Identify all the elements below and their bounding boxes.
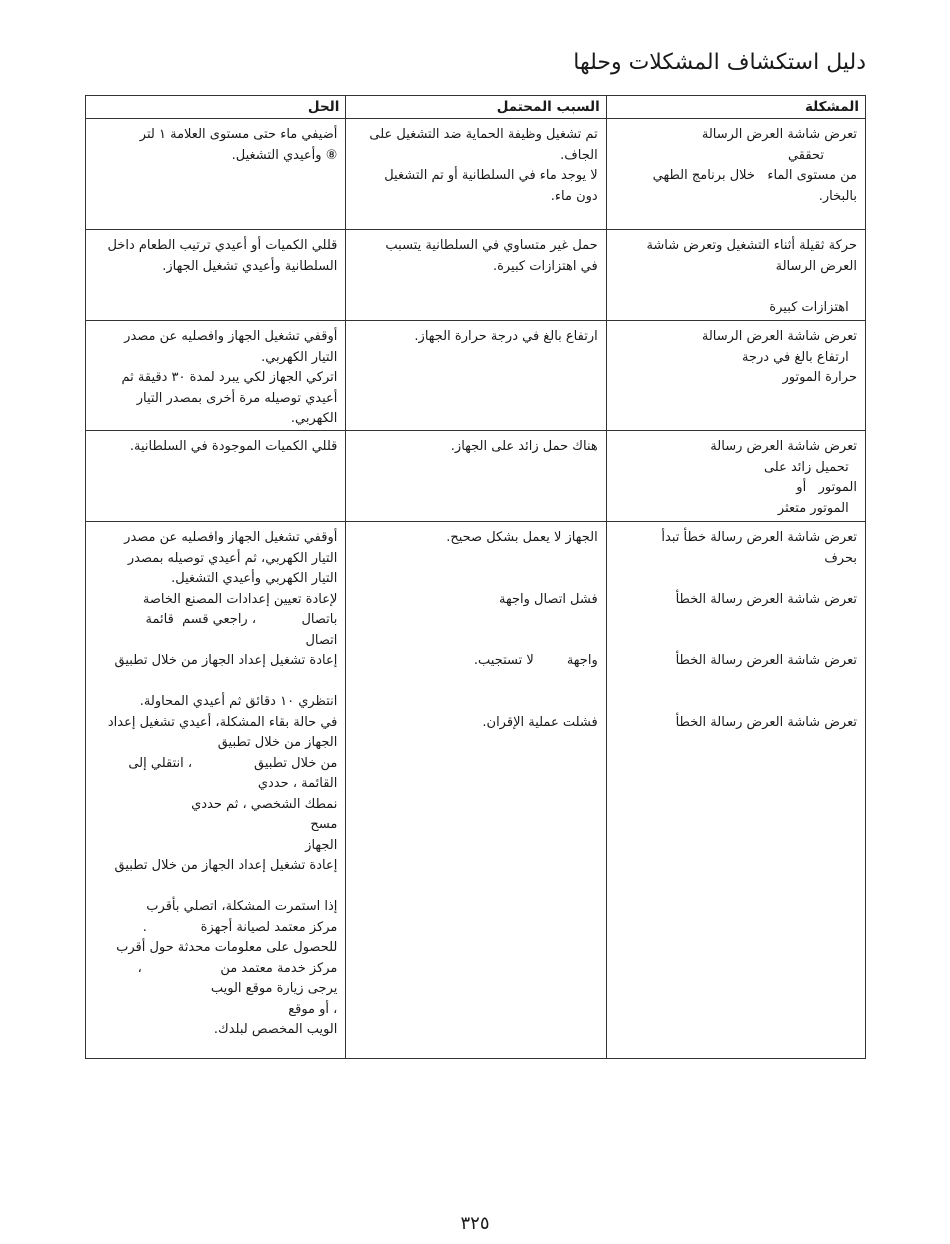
- cell-line: ، أو موقع: [288, 1001, 338, 1017]
- cell-line: [94, 672, 337, 693]
- cell-line: في اهتزازات كبيرة.: [492, 258, 598, 274]
- cell-line: تعرض شاشة العرض الرسالة: [701, 127, 857, 142]
- page-title: دليل استكشاف المشكلات وحلها: [573, 50, 866, 75]
- cell-line: الجهاز: [305, 837, 338, 853]
- cell-line: [354, 549, 597, 570]
- solution-cell: [86, 431, 346, 522]
- cause-cell: [346, 230, 606, 321]
- problem-cell: [606, 522, 865, 1059]
- cell-line: الموتور أو: [796, 480, 857, 495]
- cell-line: اتركي الجهاز لكي يبرد لمدة ٣٠ دقيقة ثم: [121, 370, 338, 385]
- cell-line: حرارة الموتور: [782, 370, 857, 385]
- cell-line: التيار الكهربي، ثم أعيدي توصيله بمصدر: [127, 550, 338, 566]
- cell-line: واجهة لا تستجيب.: [473, 653, 598, 668]
- cell-line: القائمة ، حددي: [257, 776, 338, 791]
- table-header-row: [86, 96, 866, 119]
- cell-line: لا يوجد ماء في السلطانية أو تم التشغيل: [384, 168, 598, 183]
- cell-line: تعرض شاشة العرض رسالة: [710, 439, 857, 454]
- page-number: ٣٢٥: [460, 1213, 490, 1234]
- cell-line: إعادة تشغيل إعداد الجهاز من خلال تطبيق: [114, 858, 338, 873]
- table-row: [86, 119, 866, 230]
- cell-line: تم تشغيل وظيفة الحماية ضد التشغيل على: [369, 127, 598, 142]
- cell-line: تعرض شاشة العرض رسالة الخطأ: [675, 591, 857, 607]
- cell-line: العرض الرسالة: [775, 258, 857, 274]
- cell-line: [354, 610, 597, 631]
- cell-line: تعرض شاشة العرض رسالة الخطأ: [675, 714, 857, 730]
- troubleshooting-table: [85, 95, 866, 1059]
- cell-line: من مستوى الماء خلال برنامج الطهي: [652, 168, 857, 183]
- cell-line: [615, 569, 857, 590]
- solution-cell: [86, 119, 346, 230]
- header-solution: الحل: [86, 96, 346, 119]
- problem-cell: [606, 431, 865, 522]
- cell-line: تعرض شاشة العرض رسالة خطأ تبدأ: [661, 530, 857, 545]
- cell-line: تعرض شاشة العرض الرسالة: [701, 329, 857, 344]
- cell-line: تعرض شاشة العرض رسالة الخطأ: [675, 653, 857, 668]
- cell-line: التيار الكهربي.: [261, 349, 338, 365]
- header-cause: السبب المحتمل: [346, 96, 606, 119]
- cause-cell: [346, 119, 606, 230]
- cell-line: الموتور متعثر: [777, 500, 857, 516]
- cell-line: السلطانية وأعيدي تشغيل الجهاز.: [162, 258, 338, 274]
- cell-line: تحميل زائد على: [763, 459, 857, 475]
- cause-cell: [346, 431, 606, 522]
- cell-line: اتصال: [305, 632, 338, 648]
- cell-line: قللي الكميات أو أعيدي ترتيب الطعام داخل: [107, 238, 338, 253]
- cell-line: ارتفاع بالغ في درجة: [741, 349, 857, 365]
- cell-line: اهتزازات كبيرة: [769, 299, 857, 315]
- cell-line: [94, 877, 337, 898]
- cell-line: [615, 277, 857, 298]
- cell-line: تحققي: [787, 147, 857, 163]
- table-row: [86, 321, 866, 431]
- cell-line: [354, 692, 597, 713]
- table-row: [86, 522, 866, 1059]
- cell-line: من خلال تطبيق ، انتقلي إلى: [128, 755, 338, 771]
- cell-line: نمطك الشخصي ، ثم حددي: [191, 796, 338, 812]
- cell-line: [615, 610, 857, 631]
- cell-line: أوقفي تشغيل الجهاز وافصليه عن مصدر: [124, 329, 338, 344]
- cell-line: للحصول على معلومات محدثة حول أقرب: [116, 940, 338, 955]
- cell-line: أوقفي تشغيل الجهاز وافصليه عن مصدر: [124, 530, 338, 545]
- cell-line: التيار الكهربي وأعيدي التشغيل.: [171, 571, 338, 586]
- cell-line: يرجى زيارة موقع الويب: [210, 981, 338, 996]
- cell-line: مركز معتمد لصيانة أجهزة .: [142, 919, 338, 935]
- cause-cell: [346, 321, 606, 431]
- table-row: [86, 431, 866, 522]
- cell-line: [615, 631, 857, 652]
- cell-line: [354, 569, 597, 590]
- solution-cell: [86, 522, 346, 1059]
- cell-line: الجهاز من خلال تطبيق: [217, 735, 338, 750]
- cell-line: الجاف.: [560, 147, 598, 163]
- cell-line: بالبخار.: [818, 188, 857, 204]
- cell-line: هناك حمل زائد على الجهاز.: [450, 439, 598, 454]
- cell-line: أعيدي توصيله مرة أخرى بمصدر التيار: [136, 390, 338, 406]
- cell-line: بحرف: [824, 550, 857, 566]
- cause-cell: [346, 522, 606, 1059]
- cell-line: باتصال ، راجعي قسم قائمة: [145, 612, 338, 627]
- solution-cell: [86, 230, 346, 321]
- cell-line: إذا استمرت المشكلة، اتصلي بأقرب: [146, 899, 338, 914]
- cell-line: الجهاز لا يعمل بشكل صحيح.: [446, 530, 598, 545]
- table-row: [86, 230, 866, 321]
- cell-line: حركة ثقيلة أثناء التشغيل وتعرض شاشة: [646, 238, 857, 253]
- cell-line: [354, 631, 597, 652]
- solution-cell: [86, 321, 346, 431]
- cell-line: دون ماء.: [550, 188, 598, 204]
- cell-line: ارتفاع بالغ في درجة حرارة الجهاز.: [414, 329, 598, 344]
- cell-line: مسح: [310, 817, 338, 832]
- cell-line: [354, 672, 597, 693]
- problem-cell: [606, 230, 865, 321]
- cell-line: [615, 672, 857, 693]
- cell-line: مركز خدمة معتمد من ،: [137, 960, 338, 976]
- cell-line: انتظري ١٠ دقائق ثم أعيدي المحاولة.: [139, 694, 338, 709]
- cell-line: [615, 692, 857, 713]
- cell-line: في حالة بقاء المشكلة، أعيدي تشغيل إعداد: [107, 714, 338, 730]
- cell-line: فشل اتصال واجهة: [499, 591, 598, 607]
- cell-line: حمل غير متساوي في السلطانية يتسبب: [385, 238, 598, 253]
- cell-line: الويب المخصص لبلدك.: [213, 1022, 338, 1037]
- cell-line: الكهربي.: [290, 411, 338, 426]
- cell-line: ⑧ وأعيدي التشغيل.: [231, 147, 338, 163]
- cell-line: قللي الكميات الموجودة في السلطانية.: [129, 439, 338, 454]
- problem-cell: [606, 321, 865, 431]
- cell-line: لإعادة تعيين إعدادات المصنع الخاصة: [142, 591, 338, 607]
- cell-line: فشلت عملية الإقران.: [482, 714, 598, 730]
- cell-line: إعادة تشغيل إعداد الجهاز من خلال تطبيق: [114, 653, 338, 668]
- problem-cell: [606, 119, 865, 230]
- cell-line: أضيفي ماء حتى مستوى العلامة ١ لتر: [139, 127, 338, 142]
- header-problem: المشكلة: [606, 96, 865, 119]
